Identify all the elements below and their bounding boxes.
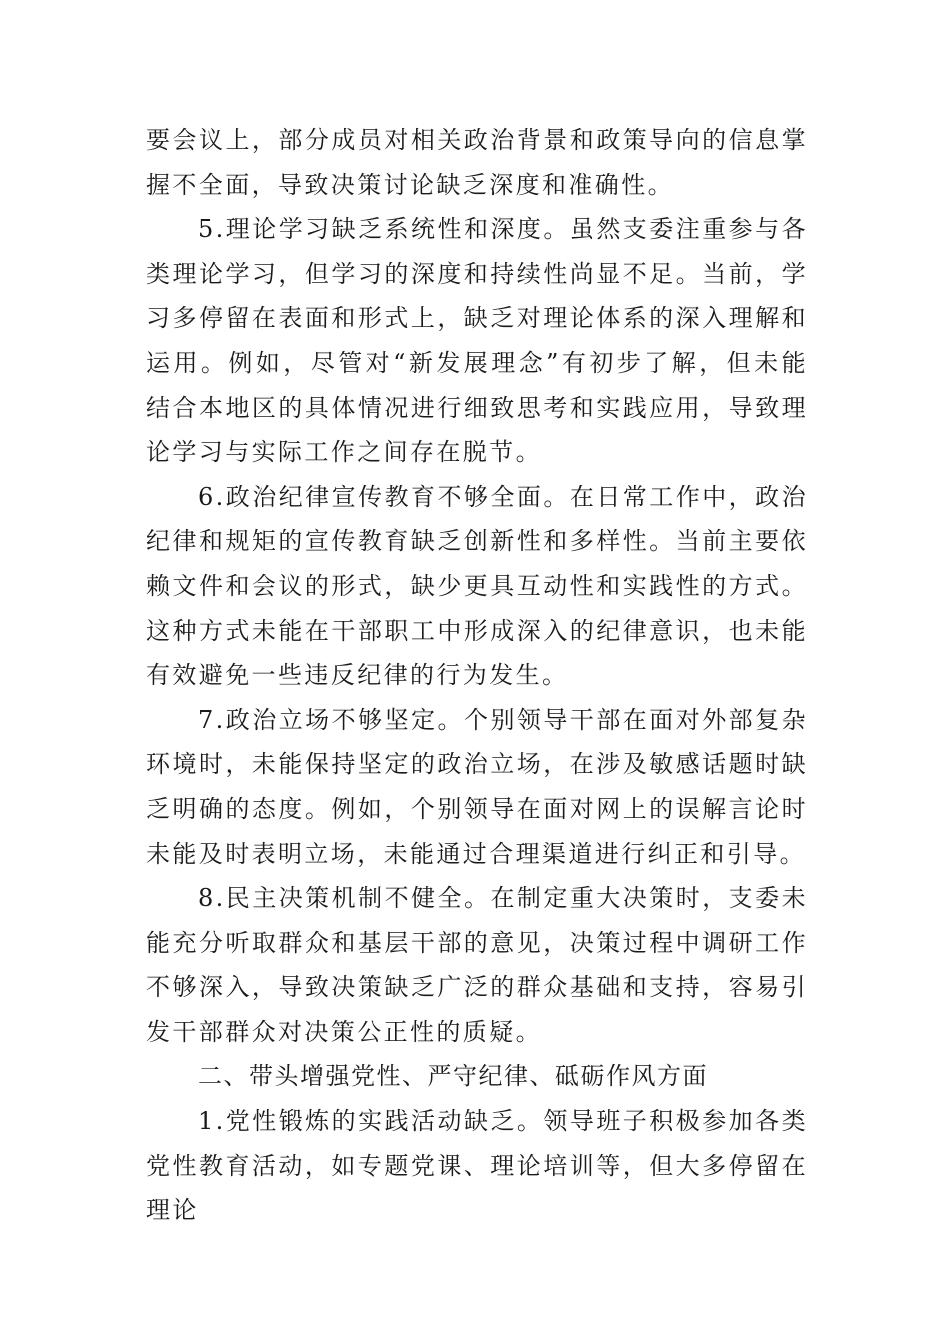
paragraph-item-7: 7.政治立场不够坚定。个别领导干部在面对外部复杂环境时，未能保持坚定的政治立场，在涉及敏感话题时缺乏明确的态度。例如，个别领导在面对网上的误解言论时未能及时表明立场，未能通过合理渠道进行纠正和引导。	[146, 705, 808, 868]
paragraph-item-6: 6.政治纪律宣传教育不够全面。在日常工作中，政治纪律和规矩的宣传教育缺乏创新性和多样性。当前主要依赖文件和会议的形式，缺少更具互动性和实践性的方式。这种方式未能在干部职工中形成深入的纪律意识，也未能有效避免一些违反纪律的行为发生。	[146, 482, 808, 690]
document-body	[146, 118, 808, 1233]
paragraph-item-8: 8.民主决策机制不健全。在制定重大决策时，支委未能充分听取群众和基层干部的意见，决策过程中调研工作不够深入，导致决策缺乏广泛的群众基础和支持，容易引发干部群众对决策公正性的质疑。	[146, 884, 808, 1046]
section-heading: 二、带头增强党性、严守纪律、砥砺作风方面	[198, 1062, 708, 1091]
paragraph-continuation: 要会议上，部分成员对相关政治背景和政策导向的信息掌握不全面，导致决策讨论缺乏深度和准确性。	[146, 126, 808, 199]
paragraph-section2-item-1: 1.党性锻炼的实践活动缺乏。领导班子积极参加各类党性教育活动，如专题党课、理论培训等，但大多停留在理论	[146, 1107, 808, 1225]
paragraph-item-5: 5.理论学习缺乏系统性和深度。虽然支委注重参与各类理论学习，但学习的深度和持续性尚显不足。当前，学习多停留在表面和形式上，缺乏对理论体系的深入理解和运用。例如，尽管对“新发展理念”有初步了解，但未能结合本地区的具体情况进行细致思考和实践应用，导致理论学习与实际工作之间存在脱节。	[146, 215, 808, 467]
